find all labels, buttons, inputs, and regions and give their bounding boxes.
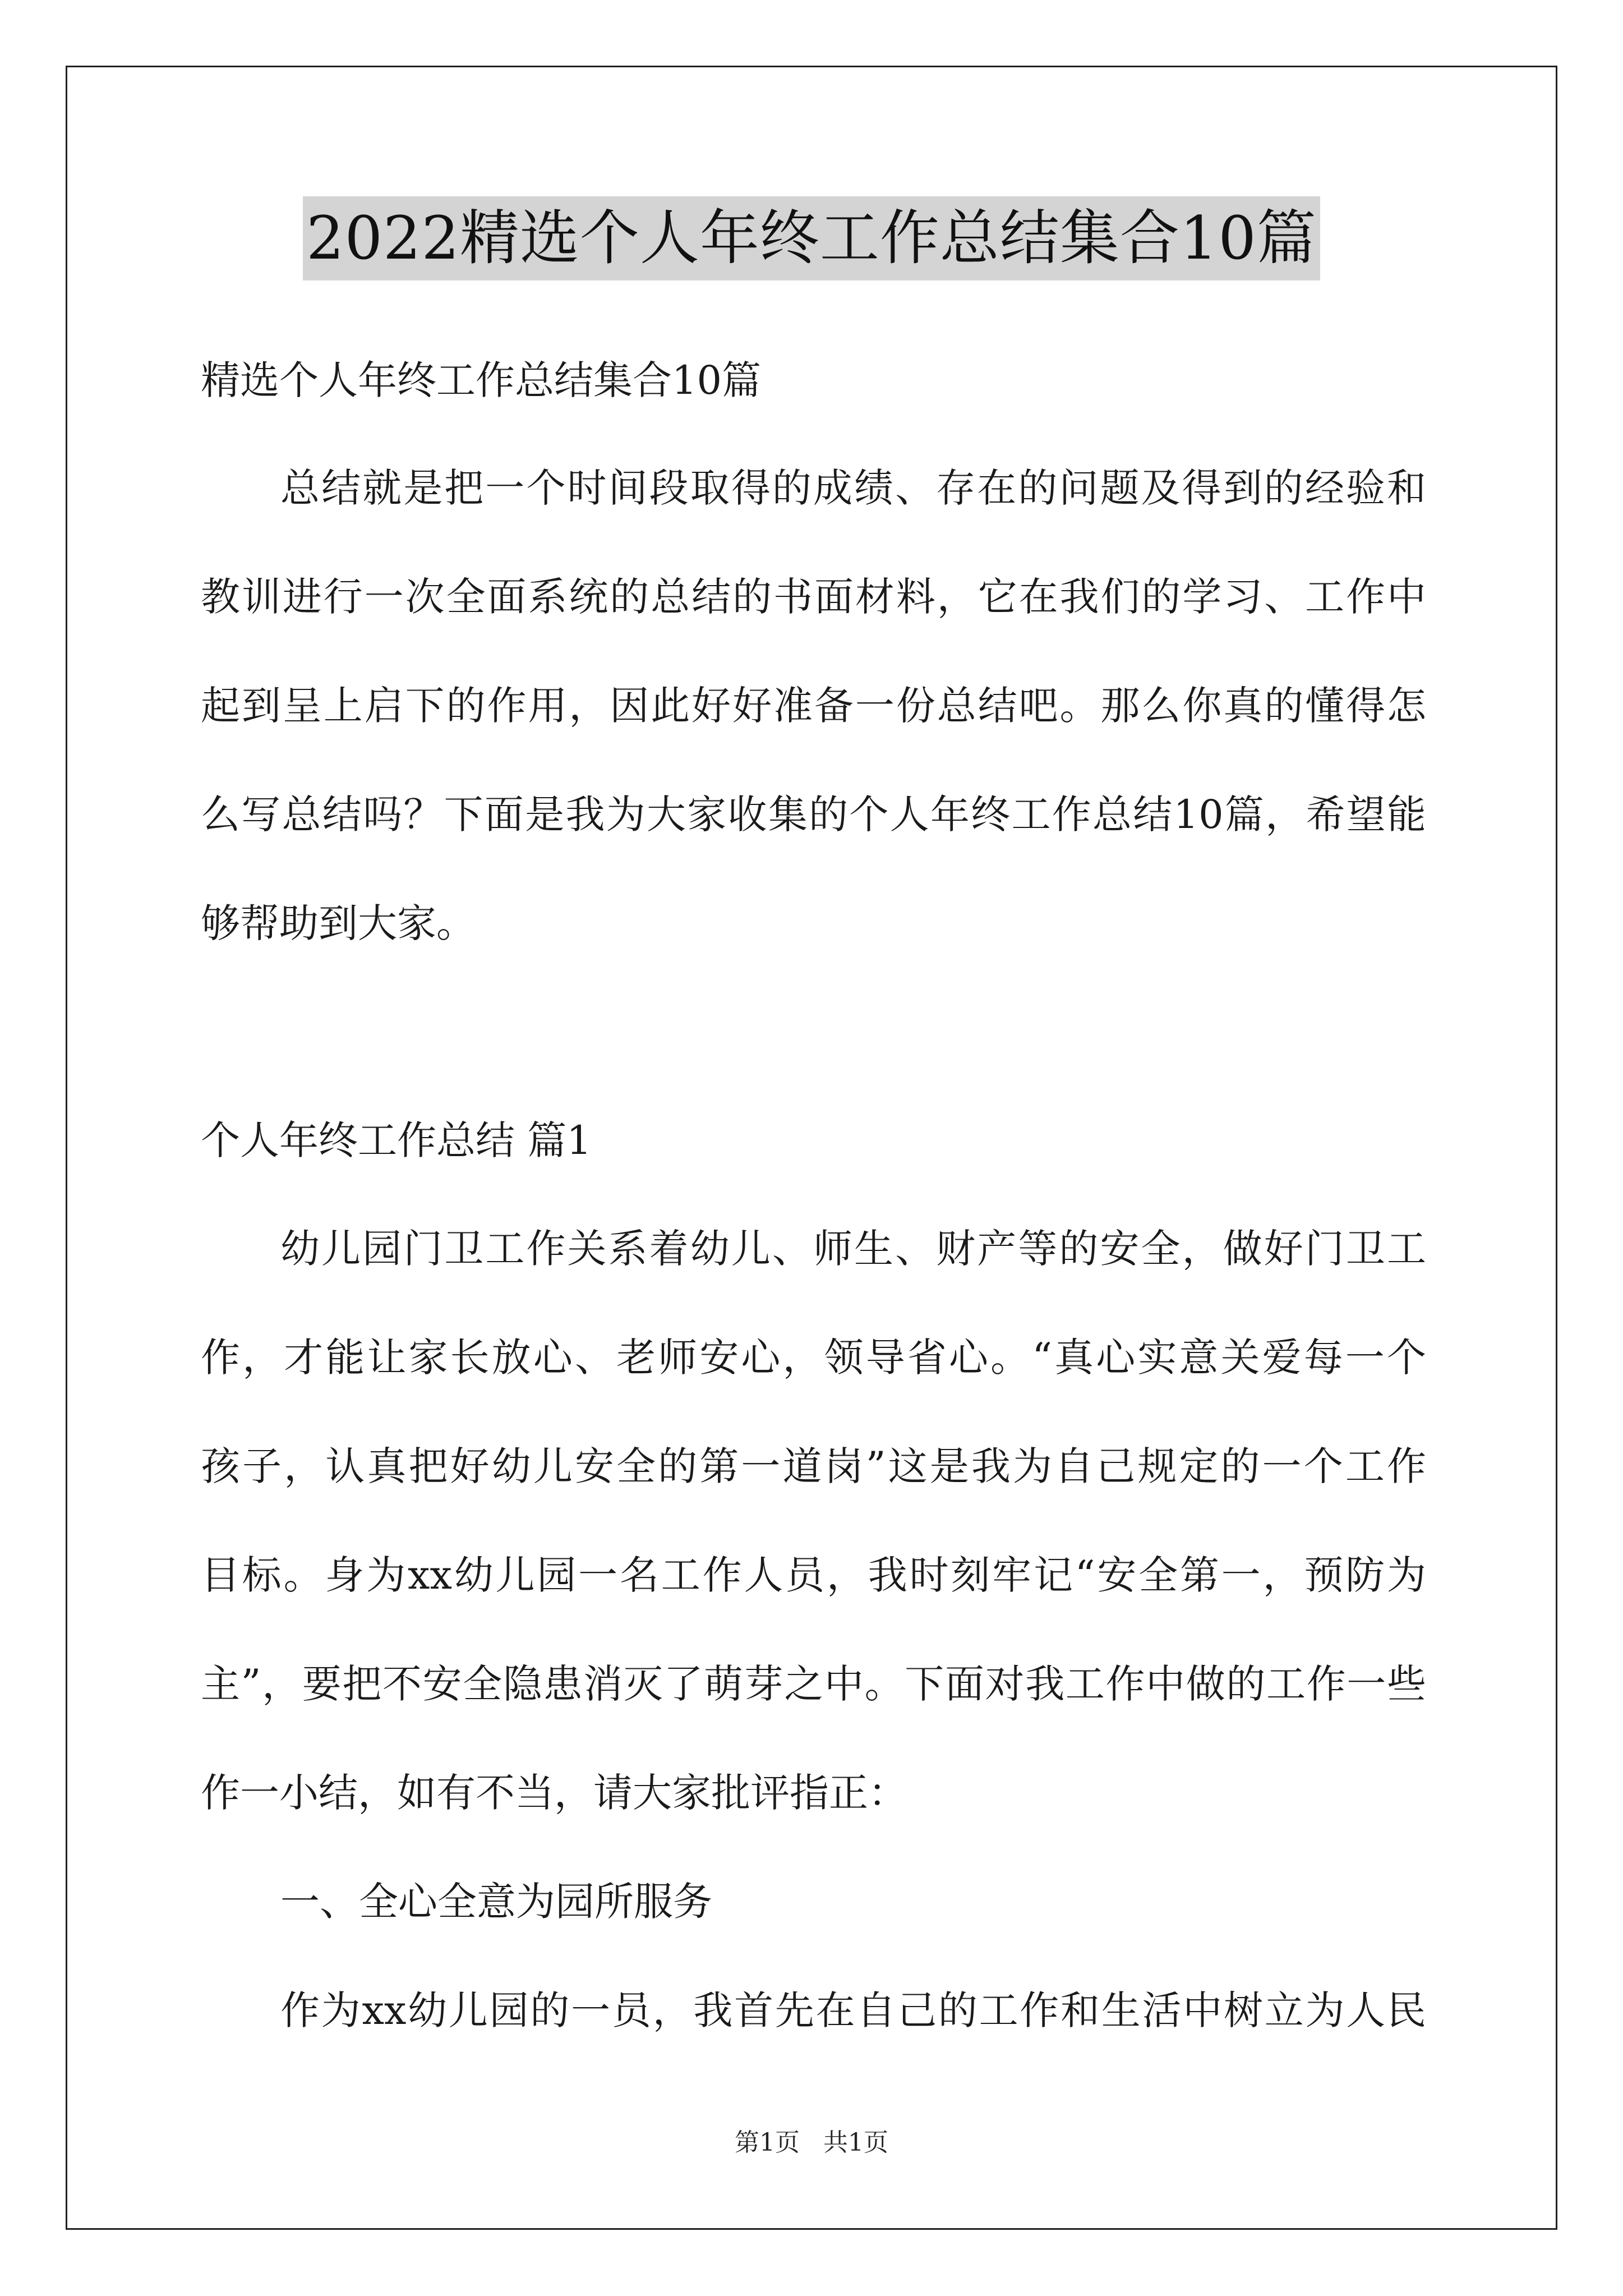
page-footer: 第1页 共1页 — [735, 2128, 888, 2157]
paragraph-line: 起到呈上启下的作用，因此好好准备一份总结吧。那么你真的懂得怎 — [201, 683, 1426, 729]
paragraph-line: 目标。身为xx幼儿园一名工作人员，我时刻牢记“安全第一，预防为 — [201, 1552, 1426, 1598]
subtitle-line: 精选个人年终工作总结集合10篇 — [201, 357, 762, 403]
section-heading: 个人年终工作总结 篇1 — [201, 1117, 592, 1163]
title-container — [0, 196, 1623, 280]
paragraph-line: 作一小结，如有不当，请大家批评指正： — [201, 1770, 907, 1816]
paragraph-line: 主”，要把不安全隐患消灭了萌芽之中。下面对我工作中做的工作一些 — [201, 1661, 1426, 1707]
paragraph-line: 教训进行一次全面系统的总结的书面材料，它在我们的学习、工作中 — [201, 574, 1426, 620]
paragraph-line: 作，才能让家长放心、老师安心，领导省心。“真心实意关爱每一个 — [201, 1335, 1426, 1381]
document-title: 2022精选个人年终工作总结集合10篇 — [303, 196, 1320, 280]
paragraph-line: 幼儿园门卫工作关系着幼儿、师生、财产等的安全，做好门卫工 — [280, 1226, 1426, 1272]
paragraph-line: 作为xx幼儿园的一员，我首先在自己的工作和生活中树立为人民 — [280, 1987, 1426, 2033]
paragraph-line: 总结就是把一个时间段取得的成绩、存在的问题及得到的经验和 — [280, 465, 1426, 511]
paragraph-line: 够帮助到大家。 — [201, 900, 476, 946]
subsection-heading: 一、全心全意为园所服务 — [280, 1879, 712, 1925]
paragraph-line: 孩子，认真把好幼儿安全的第一道岗”这是我为自己规定的一个工作 — [201, 1443, 1426, 1489]
paragraph-line: 么写总结吗？下面是我为大家收集的个人年终工作总结10篇，希望能 — [201, 792, 1426, 838]
